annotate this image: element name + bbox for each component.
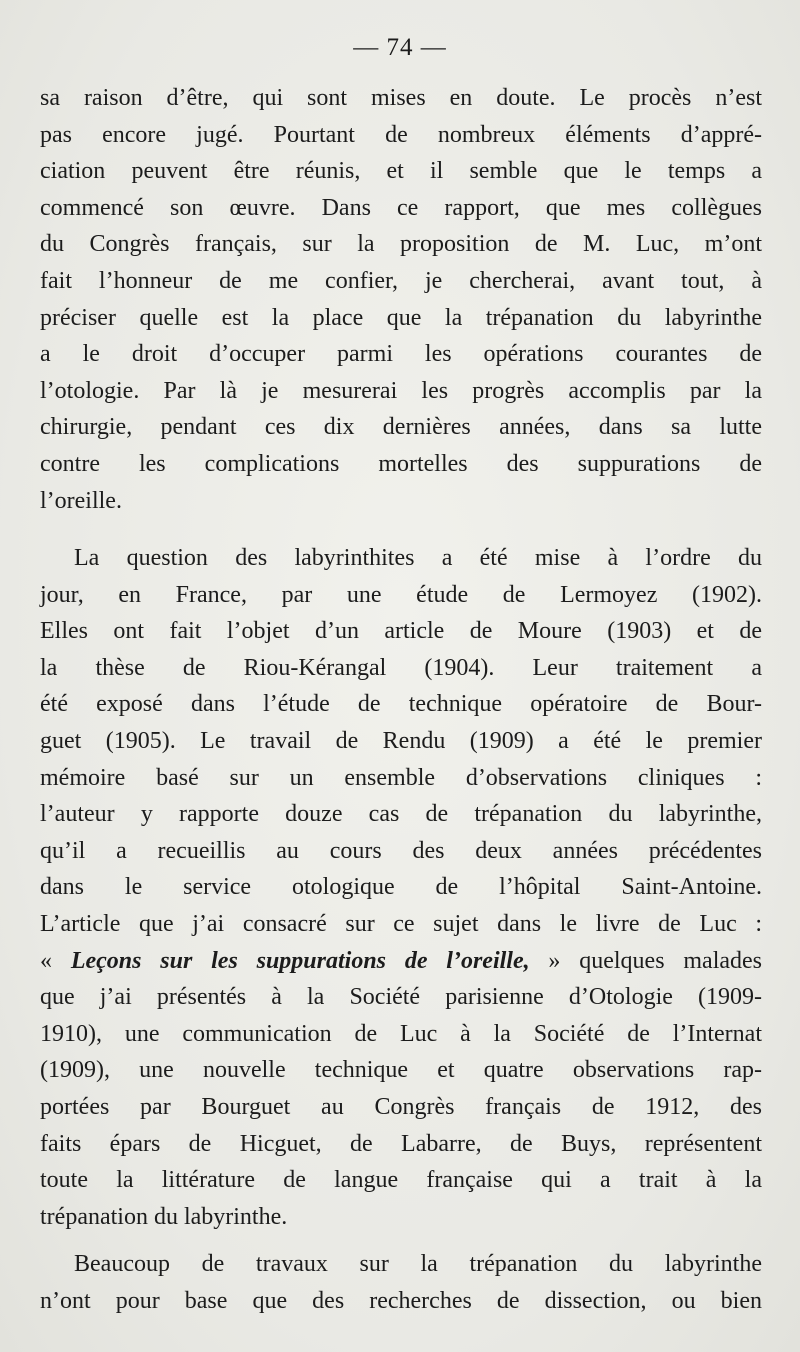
text-line: l’auteur y rapporte douze cas de trépanation du labyrinthe,: [40, 801, 762, 828]
open-quote: «: [40, 947, 71, 974]
book-title: Leçons sur les suppurations de l’oreille,: [70, 947, 530, 974]
text-line: commencé son œuvre. Dans ce rapport, que mes collègues: [40, 194, 762, 221]
page-number: — 74 —: [353, 34, 447, 61]
text-line: 1910), une communication de Luc à la Société de l’Internat: [40, 1020, 762, 1047]
text-line-with-book-title: [40, 943, 762, 980]
text-line: mémoire basé sur un ensemble d’observations cliniques :: [40, 764, 762, 791]
text-line: pas encore jugé. Pourtant de nombreux éléments d’appré-: [40, 121, 762, 148]
text-line: a le droit d’occuper parmi les opérations courantes de: [40, 341, 762, 368]
text-line: l’oreille.: [40, 487, 122, 514]
paragraph-2: [40, 540, 762, 1235]
text-line: trépanation du labyrinthe.: [40, 1203, 288, 1230]
text-line: préciser quelle est la place que la trépanation du labyrinthe: [40, 304, 762, 331]
text-line: n’ont pour base que des recherches de dissection, ou bien: [40, 1287, 762, 1314]
text-line: fait l’honneur de me confier, je chercherai, avant tout, à: [40, 267, 762, 294]
text-line: Beaucoup de travaux sur la trépanation du labyrinthe: [74, 1251, 762, 1277]
line-rest: » quelques malades: [529, 947, 763, 974]
text-line: Elles ont fait l’objet d’un article de Moure (1903) et de: [40, 618, 762, 645]
text-line: contre les complications mortelles des suppurations de: [40, 450, 762, 477]
text-line: dans le service otologique de l’hôpital Saint-Antoine.: [40, 874, 762, 901]
text-line: faits épars de Hicguet, de Labarre, de Buys, représentent: [40, 1130, 762, 1157]
text-line: guet (1905). Le travail de Rendu (1909) a été le premier: [40, 727, 762, 754]
paragraph-1: [40, 80, 762, 519]
text-line: jour, en France, par une étude de Lermoyez (1902).: [40, 581, 762, 608]
text-line: portées par Bourguet au Congrès français de 1912, des: [40, 1093, 762, 1120]
text-line: du Congrès français, sur la proposition de M. Luc, m’ont: [40, 231, 762, 258]
text-line: ciation peuvent être réunis, et il semble que le temps a: [40, 158, 762, 185]
text-line: été exposé dans l’étude de technique opératoire de Bour-: [40, 691, 762, 718]
paragraph-3: [40, 1246, 762, 1319]
text-line: L’article que j’ai consacré sur ce sujet dans le livre de Luc :: [40, 910, 762, 937]
text-line: sa raison d’être, qui sont mises en doute. Le procès n’est: [40, 85, 762, 111]
text-line: toute la littérature de langue française qui a trait à la: [40, 1167, 762, 1194]
text-line: la thèse de Riou-Kérangal (1904). Leur traitement a: [40, 654, 762, 681]
text-line: (1909), une nouvelle technique et quatre observations rap-: [40, 1057, 762, 1084]
text-line: que j’ai présentés à la Société parisienne d’Otologie (1909-: [40, 984, 762, 1011]
text-line: chirurgie, pendant ces dix dernières années, dans sa lutte: [40, 414, 762, 441]
text-line: La question des labyrinthites a été mise à l’ordre du: [74, 545, 762, 571]
text-line: l’otologie. Par là je mesurerai les progrès accomplis par la: [40, 377, 762, 404]
text-line: qu’il a recueillis au cours des deux années précédentes: [40, 837, 762, 864]
